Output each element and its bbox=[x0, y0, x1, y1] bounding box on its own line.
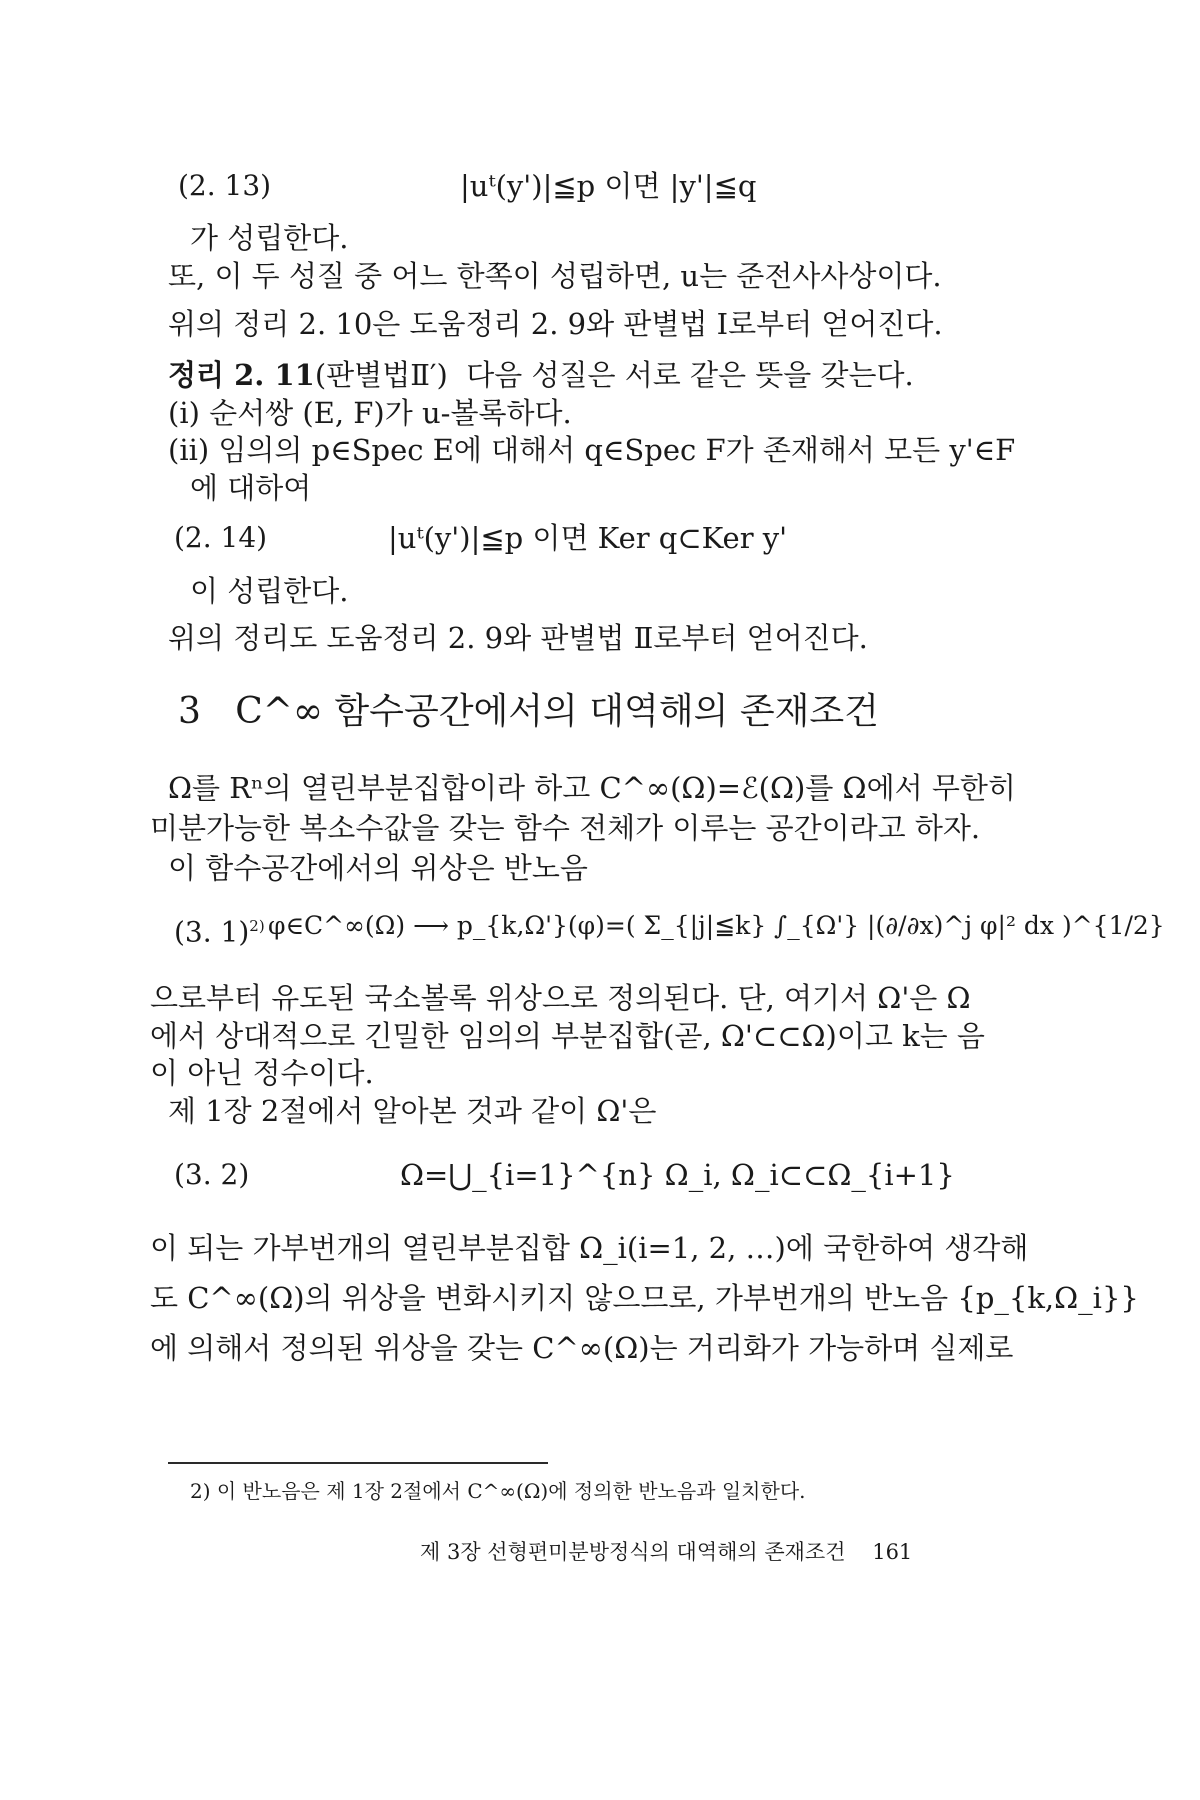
text-line: 또, 이 두 성질 중 어느 한쪽이 성립하면, u는 준전사사상이다. bbox=[168, 259, 942, 293]
theorem-item-ii-cont: 에 대하여 bbox=[190, 471, 312, 505]
text-line: 위의 정리 2. 10은 도움정리 2. 9와 판별법 Ⅰ로부터 얻어진다. bbox=[168, 307, 943, 341]
text-line: 이 아닌 정수이다. bbox=[150, 1056, 374, 1090]
text-line: 제 1장 2절에서 알아본 것과 같이 Ω'은 bbox=[168, 1094, 657, 1128]
footnote-mark: 2) bbox=[249, 917, 265, 935]
equation-3-2: Ω=⋃_{i=1}^{n} Ω_i, Ω_i⊂⊂Ω_{i+1} bbox=[400, 1158, 955, 1192]
text-line: 이 성립한다. bbox=[190, 574, 349, 608]
running-footer bbox=[420, 1538, 912, 1566]
equation-number bbox=[174, 908, 265, 950]
text-line: 에서 상대적으로 긴밀한 임의의 부분집합(곧, Ω'⊂⊂Ω)이고 k는 음 bbox=[150, 1019, 985, 1053]
theorem-label: 정리 2. 11 bbox=[168, 358, 315, 392]
text-line: 위의 정리도 도움정리 2. 9와 판별법 Ⅱ로부터 얻어진다. bbox=[168, 621, 868, 655]
equation-number: (3. 2) bbox=[174, 1158, 250, 1191]
section-heading bbox=[178, 690, 879, 734]
text-line: 에 의해서 정의된 위상을 갖는 C^∞(Ω)는 거리화가 가능하며 실제로 bbox=[150, 1331, 1014, 1365]
page-number: 161 bbox=[872, 1540, 913, 1564]
text-line: 으로부터 유도된 국소볼록 위상으로 정의된다. 단, 여기서 Ω'은 Ω bbox=[150, 981, 971, 1015]
text-line: 도 C^∞(Ω)의 위상을 변화시키지 않으므로, 가부번개의 반노음 {p_{k,Ω_i}} bbox=[150, 1281, 1139, 1315]
theorem-heading bbox=[168, 357, 914, 393]
equation-number: (2. 13) bbox=[178, 169, 272, 202]
running-footer-text: 제 3장 선형편미분방정식의 대역해의 존재조건 bbox=[420, 1540, 846, 1564]
text-line: 미분가능한 복소수값을 갖는 함수 전체가 이루는 공간이라고 하자. bbox=[150, 811, 981, 845]
equation-2-13: |uᵗ(y')|≦p 이면 |y'|≦q bbox=[460, 169, 757, 203]
section-title: C^∞ 함수공간에서의 대역해의 존재조건 bbox=[235, 691, 879, 732]
theorem-label-suffix: (판별법Ⅱ′) bbox=[314, 358, 448, 392]
footnote: 2) 이 반노음은 제 1장 2절에서 C^∞(Ω)에 정의한 반노음과 일치한다. bbox=[190, 1479, 806, 1503]
text-line: 이 되는 가부번개의 열린부분집합 Ω_i(i=1, 2, …)에 국한하여 생각해 bbox=[150, 1231, 1029, 1265]
theorem-item-i: (i) 순서쌍 (E, F)가 u-볼록하다. bbox=[168, 396, 572, 430]
text-line: 이 함수공간에서의 위상은 반노음 bbox=[168, 851, 588, 885]
equation-2-14: |uᵗ(y')|≦p 이면 Ker q⊂Ker y' bbox=[388, 521, 788, 555]
text-line: Ω를 Rⁿ의 열린부분집합이라 하고 C^∞(Ω)=ℰ(Ω)를 Ω에서 무한히 bbox=[168, 771, 1016, 805]
equation-number-text: (3. 1) bbox=[174, 915, 250, 949]
theorem-statement: 다음 성질은 서로 같은 뜻을 갖는다. bbox=[466, 358, 914, 392]
equation-3-1: φ∈C^∞(Ω) ⟶ p_{k,Ω'}(φ)=( Σ_{|j|≦k} ∫_{Ω'} |(∂/∂x)^j φ|² dx )^{1/2} bbox=[268, 911, 1165, 940]
section-number: 3 bbox=[178, 691, 201, 732]
equation-number: (2. 14) bbox=[174, 521, 268, 554]
footnote-rule bbox=[168, 1462, 548, 1464]
text-line: 가 성립한다. bbox=[190, 221, 349, 255]
theorem-item-ii: (ii) 임의의 p∈Spec E에 대해서 q∈Spec F가 존재해서 모든 y'∈F bbox=[168, 433, 1016, 467]
